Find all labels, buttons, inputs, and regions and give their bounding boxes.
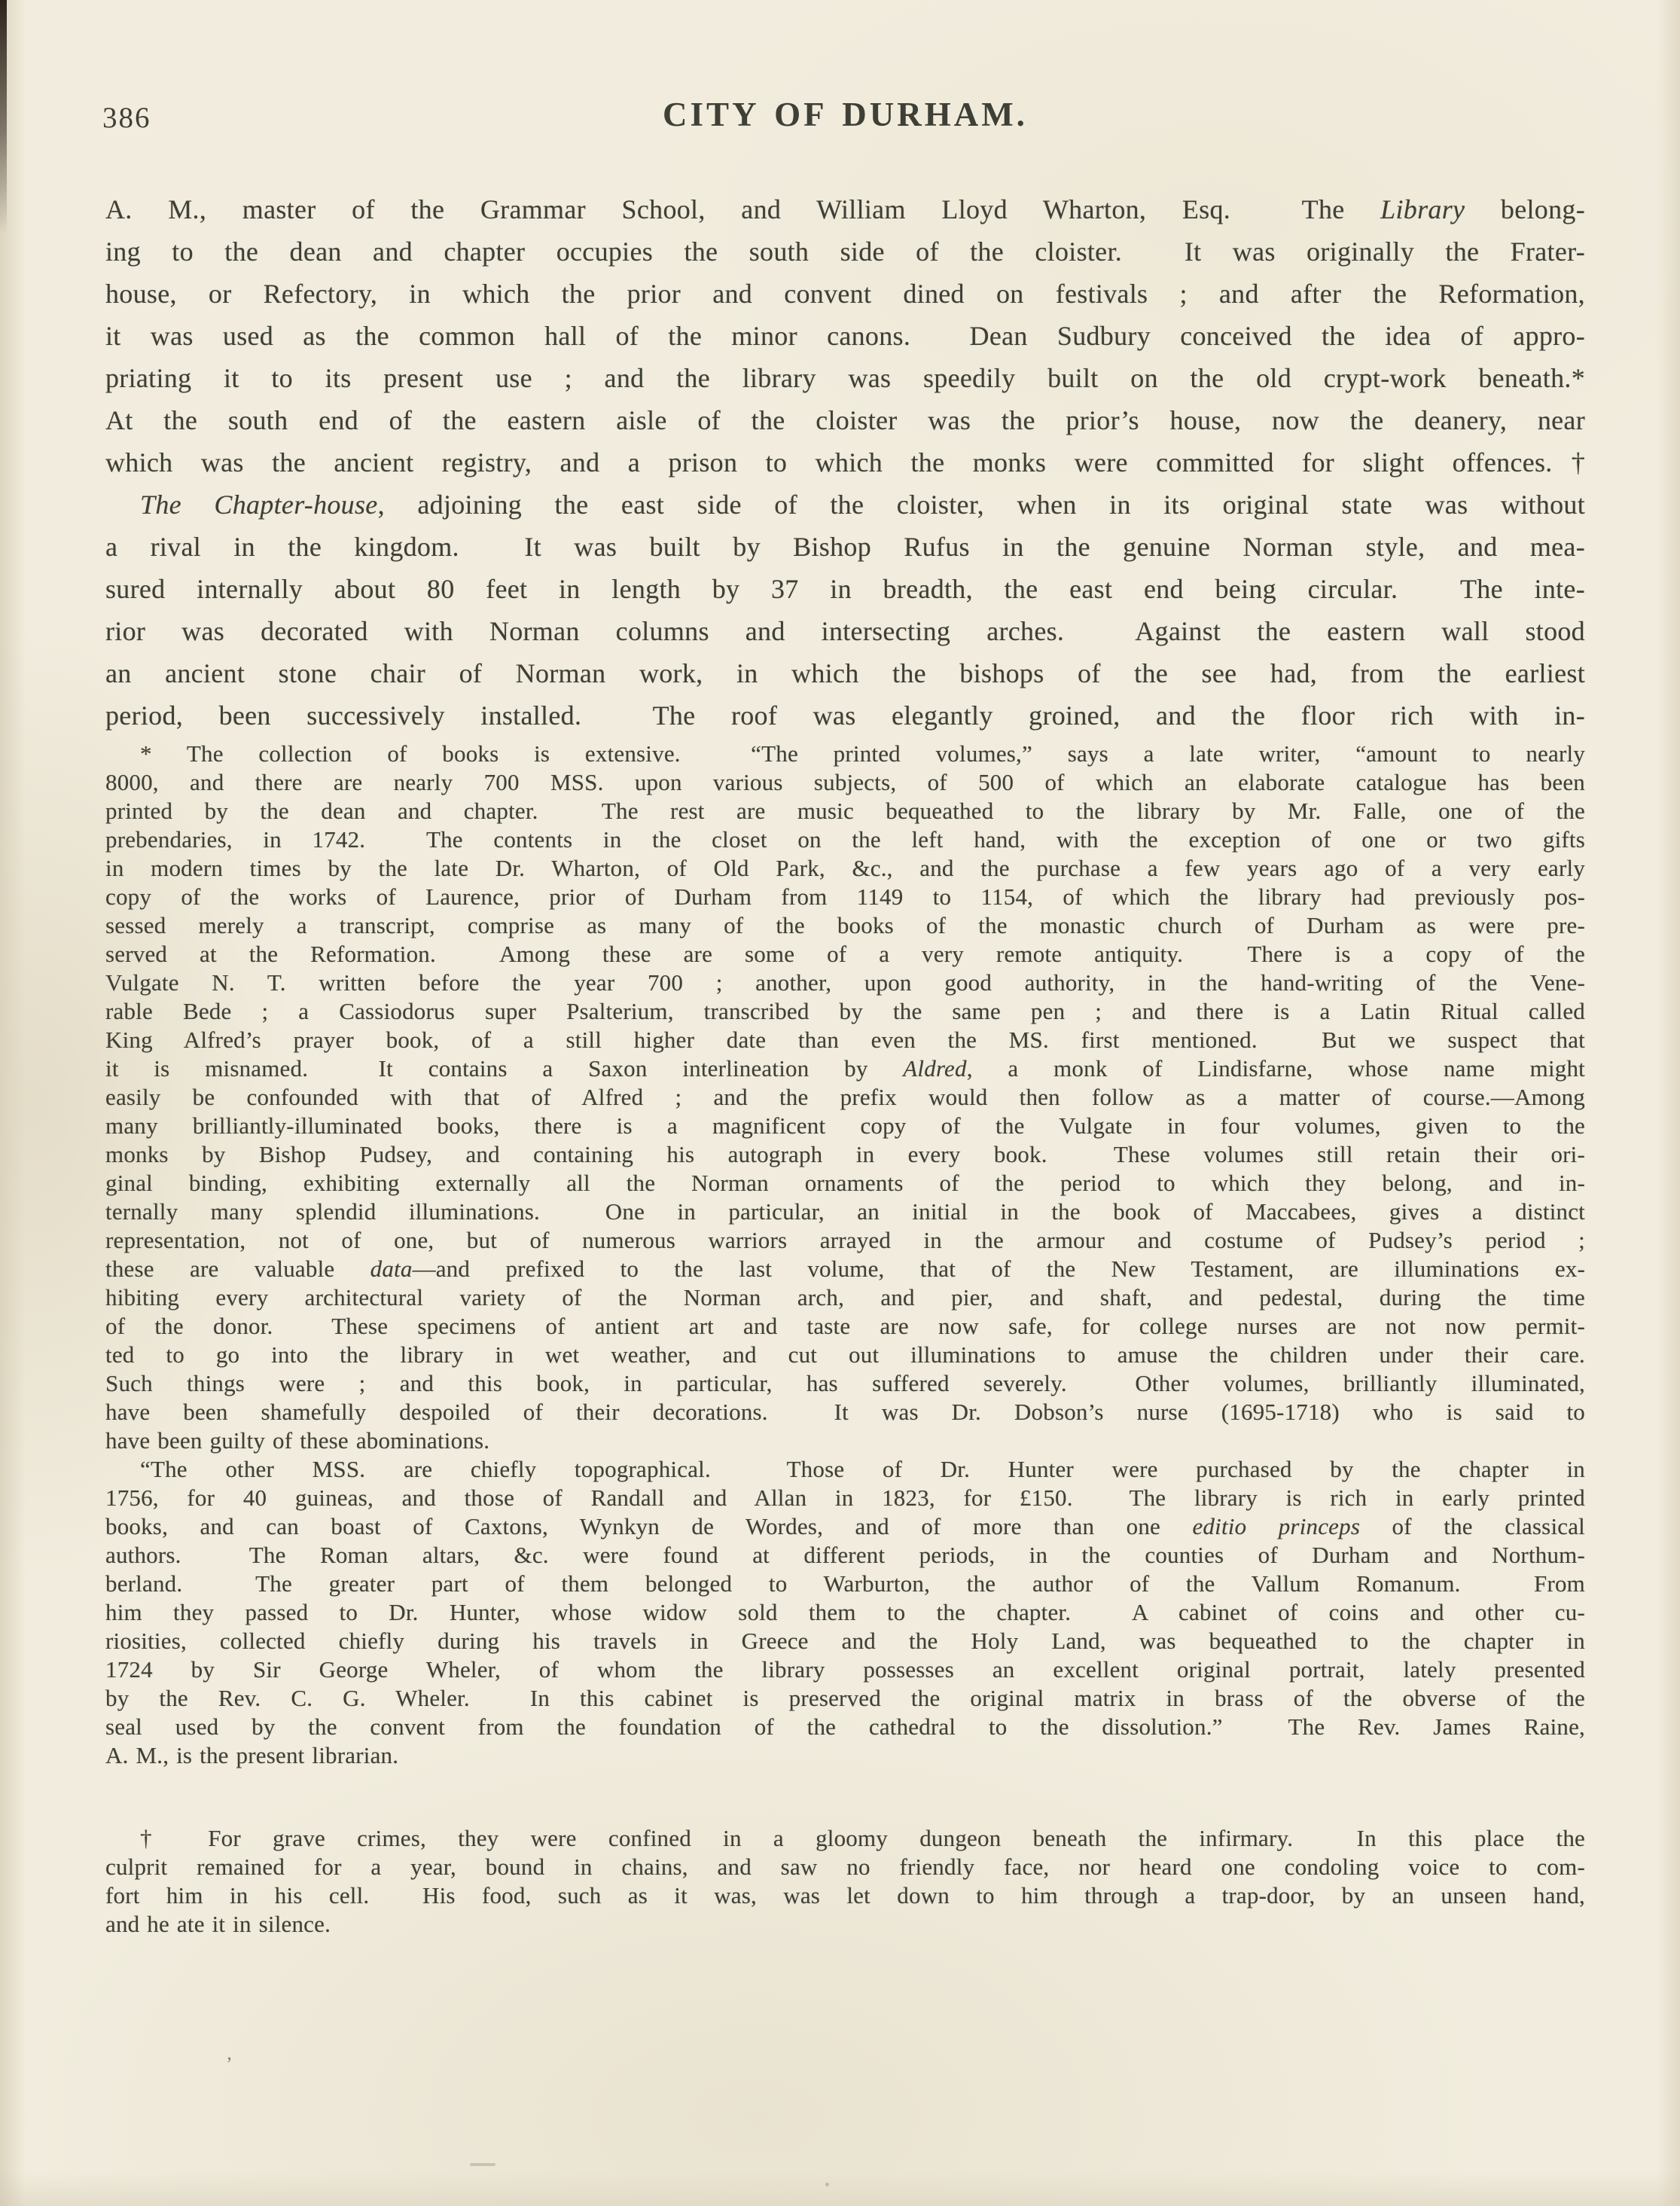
text-line: 1724 by Sir George Wheler, of whom the library possesses an excellent original portrait, lately presented bbox=[105, 1656, 1585, 1683]
text-line: A. M., is the present librarian. bbox=[105, 1742, 399, 1768]
text-line: 8000, and there are nearly 700 MSS. upon various subjects, of 500 of which an elaborate catalogue has been bbox=[105, 769, 1585, 795]
text-line: seal used by the convent from the foundation of the cathedral to the dissolution.” The Rev. James Raine, bbox=[105, 1713, 1585, 1740]
text-line: representation, not of one, but of numerous warriors arrayed in the armour and costume of Pudsey’s period ; bbox=[105, 1227, 1585, 1253]
running-title: CITY OF DURHAM. bbox=[663, 96, 1028, 133]
scan-speck bbox=[825, 2183, 829, 2186]
text-line: easily be confounded with that of Alfred ; and the prefix would then follow as a matter of course.—Among bbox=[105, 1084, 1585, 1110]
text-line: berland. The greater part of them belonged to Warburton, the author of the Vallum Romanum. From bbox=[105, 1570, 1585, 1597]
text-line: period, been successively installed. The roof was elegantly groined, and the floor rich with in- bbox=[105, 700, 1585, 731]
text-line: it was used as the common hall of the minor canons. Dean Sudbury conceived the idea of appro- bbox=[105, 321, 1585, 351]
text-line: books, and can boast of Caxtons, Wynkyn de Wordes, and of more than one editio princeps of the classical bbox=[105, 1513, 1585, 1539]
text-line: “The other MSS. are chiefly topographical. Those of Dr. Hunter were purchased by the chapter in bbox=[140, 1456, 1585, 1482]
text-line: sessed merely a transcript, comprise as many of the books of the monastic church of Durham as were pre- bbox=[105, 912, 1585, 938]
text-line: ing to the dean and chapter occupies the south side of the cloister. It was originally the Frater- bbox=[105, 236, 1585, 267]
text-line: King Alfred’s prayer book, of a still higher date than even the MS. first mentioned. But we suspect that bbox=[105, 1027, 1585, 1053]
text-line: it is misnamed. It contains a Saxon interlineation by Aldred, a monk of Lindisfarne, whose name might bbox=[105, 1055, 1585, 1082]
text-line: in modern times by the late Dr. Wharton, of Old Park, &c., and the purchase a few years ago of a very early bbox=[105, 855, 1585, 881]
text-line: and he ate it in silence. bbox=[105, 1911, 331, 1937]
paragraph bbox=[105, 1455, 1585, 1770]
text-line: him they passed to Dr. Hunter, whose widow sold them to the chapter. A cabinet of coins and other cu- bbox=[105, 1599, 1585, 1625]
text-line: copy of the works of Laurence, prior of Durham from 1149 to 1154, of which the library had previously pos- bbox=[105, 883, 1585, 910]
text-line: a rival in the kingdom. It was built by Bishop Rufus in the genuine Norman style, and mea- bbox=[105, 532, 1585, 562]
text-line: riosities, collected chiefly during his travels in Greece and the Holy Land, was bequeathed to the chapter in bbox=[105, 1628, 1585, 1654]
paragraph bbox=[105, 1824, 1585, 1939]
text-line: ternally many splendid illuminations. One in particular, an initial in the book of Maccabees, gives a distinct bbox=[105, 1198, 1585, 1225]
text-line: have been shamefully despoiled of their decorations. It was Dr. Dobson’s nurse (1695-1718) who is said to bbox=[105, 1399, 1585, 1425]
text-line: served at the Reformation. Among these are some of a very remote antiquity. There is a copy of the bbox=[105, 941, 1585, 967]
text-line: authors. The Roman altars, &c. were found at different periods, in the counties of Durham and Northum- bbox=[105, 1542, 1585, 1568]
text-line: house, or Refectory, in which the prior and convent dined on festivals ; and after the Reformation, bbox=[105, 279, 1585, 309]
text-line: priating it to its present use ; and the library was speedily built on the old crypt-work beneath.* bbox=[105, 363, 1585, 393]
main-text-block bbox=[105, 188, 1585, 737]
text-line: monks by Bishop Pudsey, and containing his autograph in every book. These volumes still retain their ori- bbox=[105, 1141, 1585, 1167]
scan-edge-artifact bbox=[0, 0, 7, 233]
text-line: 1756, for 40 guineas, and those of Randall and Allan in 1823, for £150. The library is rich in early printed bbox=[105, 1484, 1585, 1511]
paragraph bbox=[105, 484, 1585, 737]
text-line: by the Rev. C. G. Wheler. In this cabinet is preserved the original matrix in brass of the obverse of the bbox=[105, 1685, 1585, 1711]
text-line: ginal binding, exhibiting externally all the Norman ornaments of the period to which they belong, and in- bbox=[105, 1170, 1585, 1196]
text-line: of the donor. These specimens of antient art and taste are now safe, for college nurses are not now permit- bbox=[105, 1313, 1585, 1339]
paragraph bbox=[105, 740, 1585, 1455]
text-line: rable Bede ; a Cassiodorus super Psalterium, transcribed by the same pen ; and there is a Latin Ritual called bbox=[105, 998, 1585, 1024]
text-line: printed by the dean and chapter. The rest are music bequeathed to the library by Mr. Falle, one of the bbox=[105, 798, 1585, 824]
text-line: ted to go into the library in wet weather, and cut out illuminations to amuse the children under their care. bbox=[105, 1341, 1585, 1368]
text-line: many brilliantly-illuminated books, there is a magnificent copy of the Vulgate in four volumes, given to the bbox=[105, 1112, 1585, 1139]
text-line: Such things were ; and this book, in particular, has suffered severely. Other volumes, brilliantly illuminated, bbox=[105, 1370, 1585, 1396]
running-head bbox=[102, 95, 1585, 134]
text-line: culprit remained for a year, bound in chains, and saw no friendly face, nor heard one condoling voice to com- bbox=[105, 1854, 1585, 1880]
text-line: prebendaries, in 1742. The contents in the closet on the left hand, with the exception of one or two gifts bbox=[105, 826, 1585, 853]
text-line: these are valuable data—and prefixed to the last volume, that of the New Testament, are illuminations ex- bbox=[105, 1256, 1585, 1282]
text-line: Vulgate N. T. written before the year 700 ; another, upon good authority, in the hand-writing of the Vene- bbox=[105, 969, 1585, 996]
text-line: The Chapter-house, adjoining the east side of the cloister, when in its original state was without bbox=[140, 490, 1585, 520]
text-line: have been guilty of these abominations. bbox=[105, 1427, 490, 1454]
text-line: * The collection of books is extensive. “The printed volumes,” says a late writer, “amount to nearly bbox=[140, 740, 1585, 767]
text-line: fort him in his cell. His food, such as it was, was let down to him through a trap-door, by an unseen hand, bbox=[105, 1882, 1585, 1909]
text-line: hibiting every architectural variety of the Norman arch, and pier, and shaft, and pedestal, during the time bbox=[105, 1284, 1585, 1310]
text-line: At the south end of the eastern aisle of the cloister was the prior’s house, now the deanery, near bbox=[105, 405, 1585, 435]
paragraph bbox=[105, 188, 1585, 484]
text-line: which was the ancient registry, and a prison to which the monks were committed for slight offences.† bbox=[105, 447, 1585, 478]
scan-speck: ’ bbox=[226, 2053, 233, 2075]
text-line: sured internally about 80 feet in length by 37 in breadth, the east end being circular. The inte- bbox=[105, 574, 1585, 604]
page-number: 386 bbox=[102, 102, 151, 134]
text-line: † For grave crimes, they were confined in a gloomy dungeon beneath the infirmary. In this place the bbox=[140, 1825, 1585, 1851]
text-line: rior was decorated with Norman columns and intersecting arches. Against the eastern wall stood bbox=[105, 616, 1585, 646]
text-line: A. M., master of the Grammar School, and William Lloyd Wharton, Esq. The Library belong- bbox=[105, 194, 1585, 224]
text-line: an ancient stone chair of Norman work, in which the bishops of the see had, from the earliest bbox=[105, 658, 1585, 688]
footnote-block bbox=[105, 740, 1585, 1939]
scan-smudge bbox=[470, 2163, 495, 2166]
